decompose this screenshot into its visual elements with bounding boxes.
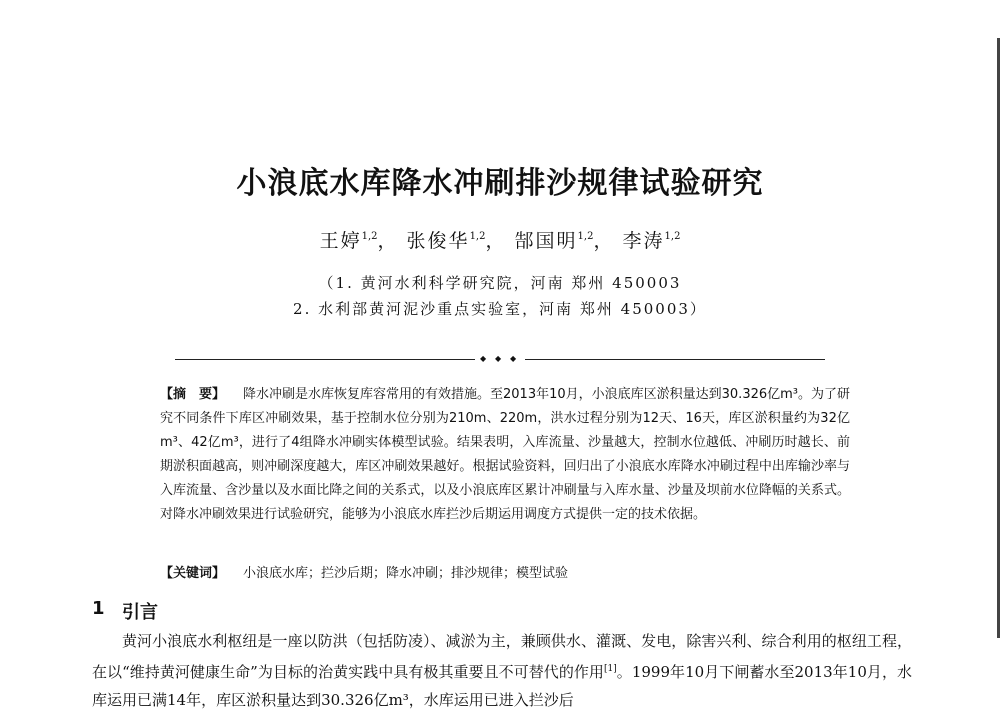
paper-title: 小浪底水库降水冲刷排沙规律试验研究 xyxy=(236,166,764,201)
author-separator: ， xyxy=(485,230,507,252)
abstract-label: 【摘 要】 xyxy=(160,387,226,402)
keywords-label: 【关键词】 xyxy=(160,566,226,581)
body-text: 黄河小浪底水利枢纽是一座以防洪（包括防凌）、减淤为主，兼顾供水、灌溉、发电，除害兴利、综合利用的枢纽工程，在以“维持黄河健康生命”为目标的治黄实践中具有极其重要且不可替代的作用 xyxy=(92,632,912,681)
abstract xyxy=(160,383,850,527)
keywords-text: 小浪底水库；拦沙后期；降水冲刷；排沙规律；模型试验 xyxy=(243,566,569,581)
author-separator: ， xyxy=(593,230,615,252)
keywords xyxy=(160,562,850,581)
abstract-text: 降水冲刷是水库恢复库容常用的有效措施。至2013年10月，小浪底库区淤积量达到30.326亿m³。为了研究不同条件下库区冲刷效果，基于控制水位分别为210m、220m，洪水过程分别为12天、16天，库区淤积量约为32亿m³、42亿m³，进行了4组降水冲刷实体模型试验。结果表明，入库流量、沙量越大，控制水位越低、冲刷历时越长、前期淤积面越高，则冲刷深度越大，库区冲刷效果越好。根据试验资料，回归出了小浪底水库降水冲刷过程中出库输沙率与入库流量、含沙量以及水面比降之间的关系式，以及小浪底库区累计冲刷量与入库水量、沙量及坝前水位降幅的关系式。对降水冲刷效果进行试验研究，能够为小浪底水库拦沙后期运用调度方式提供一定的技术依据。 xyxy=(160,387,851,522)
body-paragraph xyxy=(92,627,912,714)
author-list xyxy=(0,226,1000,253)
author-separator: ， xyxy=(377,230,399,252)
divider-ornament-icon: ◆ xyxy=(510,354,517,363)
author-affiliation-mark: 1,2 xyxy=(361,231,378,242)
divider-ornament-icon: ◆ xyxy=(495,354,502,363)
affiliation-2: 2. 水利部黄河泥沙重点实验室，河南 郑州 450003） xyxy=(293,300,707,318)
author-name: 郜国明 xyxy=(514,230,578,252)
section-divider xyxy=(175,354,825,364)
divider-ornament-icon: ◆ xyxy=(480,354,487,363)
author-name: 张俊华 xyxy=(406,230,470,252)
divider-line-left xyxy=(175,359,475,360)
citation-ref: [1] xyxy=(603,664,617,674)
author-affiliation-mark: 1,2 xyxy=(664,231,681,242)
author-affiliation-mark: 1,2 xyxy=(469,231,486,242)
divider-line-right xyxy=(525,359,825,360)
body-text-continued: 。1999年10月下闸蓄水至2013年10月，水库运用已满14年，库区淤积量达到30.326亿m³，水库运用已进入拦沙后 xyxy=(92,663,913,709)
section-title: 引言 xyxy=(122,602,158,623)
affiliation-1: （1. 黄河水利科学研究院，河南 郑州 450003 xyxy=(318,274,682,292)
author-name: 李涛 xyxy=(622,230,665,252)
section-number: 1 xyxy=(92,598,105,619)
author-affiliation-mark: 1,2 xyxy=(577,231,594,242)
author-name: 王婷 xyxy=(319,230,362,252)
